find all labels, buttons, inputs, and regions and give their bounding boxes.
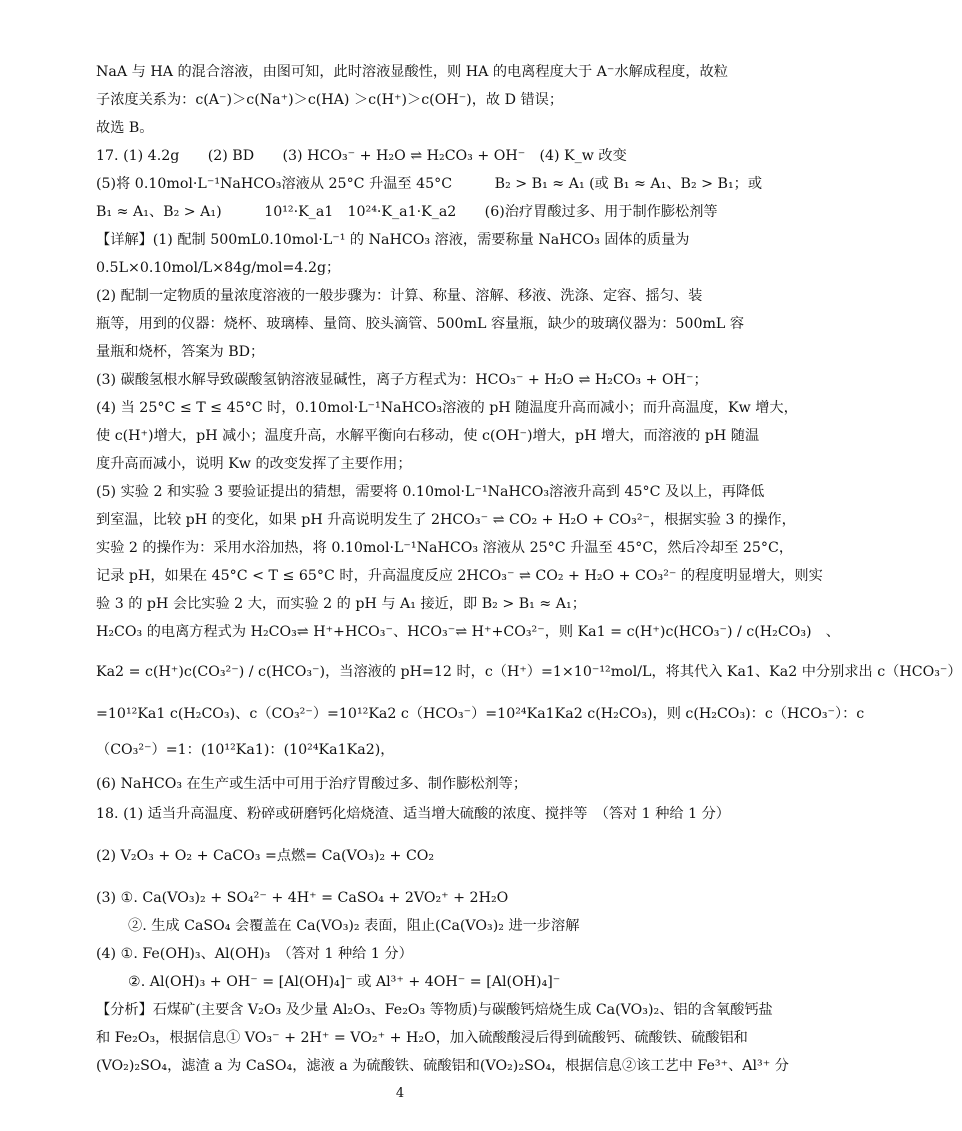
text-line: Ka2 = c(H⁺)c(CO₃²⁻) / c(HCO₃⁻)，当溶液的 pH=12 时，c（H⁺）=1×10⁻¹²mol/L，将其代入 Ka1、Ka2 中分别求出 c（HCO₃⁻） <box>96 664 962 680</box>
equation-line: ②. Al(OH)₃ + OH⁻ = [Al(OH)₄]⁻ 或 Al³⁺ + 4OH⁻ = [Al(OH)₄]⁻ <box>128 974 561 990</box>
text-line: （CO₃²⁻）=1：(10¹²Ka1)：(10²⁴Ka1Ka2)， <box>96 742 395 758</box>
text-line: (4) ①. Fe(OH)₃、Al(OH)₃ （答对 1 种给 1 分） <box>96 946 413 962</box>
text-line: 瓶等，用到的仪器：烧杯、玻璃棒、量筒、胶头滴管、500mL 容量瓶，缺少的玻璃仪器为：500mL 容 <box>96 316 745 332</box>
equation-line: (3) ①. Ca(VO₃)₂ + SO₄²⁻ + 4H⁺ = CaSO₄ + 2VO₂⁺ + 2H₂O <box>96 890 509 906</box>
text-line: 0.5L×0.10mol/L×84g/mol=4.2g； <box>96 260 341 276</box>
text-line: 验 3 的 pH 会比实验 2 大，而实验 2 的 pH 与 A₁ 接近，即 B₂ > B₁ ≈ A₁； <box>96 596 586 612</box>
text-line: 和 Fe₂O₃，根据信息① VO₃⁻ + 2H⁺ = VO₂⁺ + H₂O，加入硫酸酸浸后得到硫酸钙、硫酸铁、硫酸铝和 <box>96 1030 748 1046</box>
detail-heading: 【详解】(1) 配制 500mL0.10mol·L⁻¹ 的 NaHCO₃ 溶液，需要称量 NaHCO₃ 固体的质量为 <box>96 232 690 248</box>
answer-17-header: 17. (1) 4.2g (2) BD (3) HCO₃⁻ + H₂O ⇌ H₂CO₃ + OH⁻ (4) K_w 改变 <box>96 148 627 164</box>
text-line: 实验 2 的操作为：采用水浴加热，将 0.10mol·L⁻¹NaHCO₃ 溶液从 25°C 升温至 45°C，然后冷却至 25°C， <box>96 540 794 556</box>
text-line: 使 c(H⁺)增大，pH 减小；温度升高，水解平衡向右移动，使 c(OH⁻)增大，pH 增大，而溶液的 pH 随温 <box>96 428 760 444</box>
text-line: (5)将 0.10mol·L⁻¹NaHCO₃溶液从 25°C 升温至 45°C B₂ > B₁ ≈ A₁ (或 B₁ ≈ A₁、B₂ > B₁；或 <box>96 176 763 192</box>
text-line: (2) 配制一定物质的量浓度溶液的一般步骤为：计算、称量、溶解、移液、洗涤、定容、摇匀、装 <box>96 288 703 304</box>
text-line: =10¹²Ka1 c(H₂CO₃)、c（CO₃²⁻）=10¹²Ka2 c（HCO₃⁻）=10²⁴Ka1Ka2 c(H₂CO₃)，则 c(H₂CO₃)：c（HCO₃⁻）：c <box>96 706 865 722</box>
text-line: 记录 pH，如果在 45°C < T ≤ 65°C 时，升高温度反应 2HCO₃⁻ ⇌ CO₂ + H₂O + CO₃²⁻ 的程度明显增大，则实 <box>96 568 823 584</box>
text-line: (VO₂)₂SO₄，滤渣 a 为 CaSO₄，滤液 a 为硫酸铁、硫酸铝和(VO₂)₂SO₄，根据信息②该工艺中 Fe³⁺、Al³⁺ 分 <box>96 1058 789 1074</box>
text-line: 子浓度关系为：c(A⁻)＞c(Na⁺)＞c(HA) ＞c(H⁺)＞c(OH⁻)，故 D 错误； <box>96 92 564 108</box>
text-line: 度升高而减小，说明 Kw 的改变发挥了主要作用； <box>96 456 412 472</box>
text-line: 量瓶和烧杯，答案为 BD； <box>96 344 265 360</box>
answer-18-header: 18. (1) 适当升高温度、粉碎或研磨钙化焙烧渣、适当增大硫酸的浓度、搅拌等 （答对 1 种给 1 分） <box>96 806 730 822</box>
analysis-heading: 【分析】石煤矿(主要含 V₂O₃ 及少量 Al₂O₃、Fe₂O₃ 等物质)与碳酸钙焙烧生成 Ca(VO₃)₂、铝的含氧酸钙盐 <box>96 1002 773 1018</box>
text-line: H₂CO₃ 的电离方程式为 H₂CO₃⇌ H⁺+HCO₃⁻、HCO₃⁻⇌ H⁺+CO₃²⁻，则 Ka1 = c(H⁺)c(HCO₃⁻) / c(H₂CO₃) 、 <box>96 624 840 640</box>
text-line: (4) 当 25°C ≤ T ≤ 45°C 时，0.10mol·L⁻¹NaHCO₃溶液的 pH 随温度升高而减小；而升高温度，Kw 增大， <box>96 400 798 416</box>
page-number: 4 <box>395 1086 405 1101</box>
text-line: B₁ ≈ A₁、B₂ > A₁) 10¹²·K_a1 10²⁴·K_a1·K_a2 (6)治疗胃酸过多、用于制作膨松剂等 <box>96 204 718 220</box>
text-line: (3) 碳酸氢根水解导致碳酸氢钠溶液显碱性，离子方程式为：HCO₃⁻ + H₂O ⇌ H₂CO₃ + OH⁻； <box>96 372 708 388</box>
text-line: (6) NaHCO₃ 在生产或生活中可用于治疗胃酸过多、制作膨松剂等； <box>96 776 528 792</box>
equation-line: (2) V₂O₃ + O₂ + CaCO₃ =点燃= Ca(VO₃)₂ + CO₂ <box>96 848 435 864</box>
text-line: ②. 生成 CaSO₄ 会覆盖在 Ca(VO₃)₂ 表面，阻止(Ca(VO₃)₂ 进一步溶解 <box>128 918 580 934</box>
text-line: NaA 与 HA 的混合溶液，由图可知，此时溶液显酸性，则 HA 的电离程度大于 A⁻水解成程度，故粒 <box>96 64 728 80</box>
text-line: 故选 B。 <box>96 120 154 136</box>
text-line: 到室温，比较 pH 的变化，如果 pH 升高说明发生了 2HCO₃⁻ ⇌ CO₂ + H₂O + CO₃²⁻，根据实验 3 的操作， <box>96 512 796 528</box>
text-line: (5) 实验 2 和实验 3 要验证提出的猜想，需要将 0.10mol·L⁻¹NaHCO₃溶液升高到 45°C 及以上，再降低 <box>96 484 765 500</box>
